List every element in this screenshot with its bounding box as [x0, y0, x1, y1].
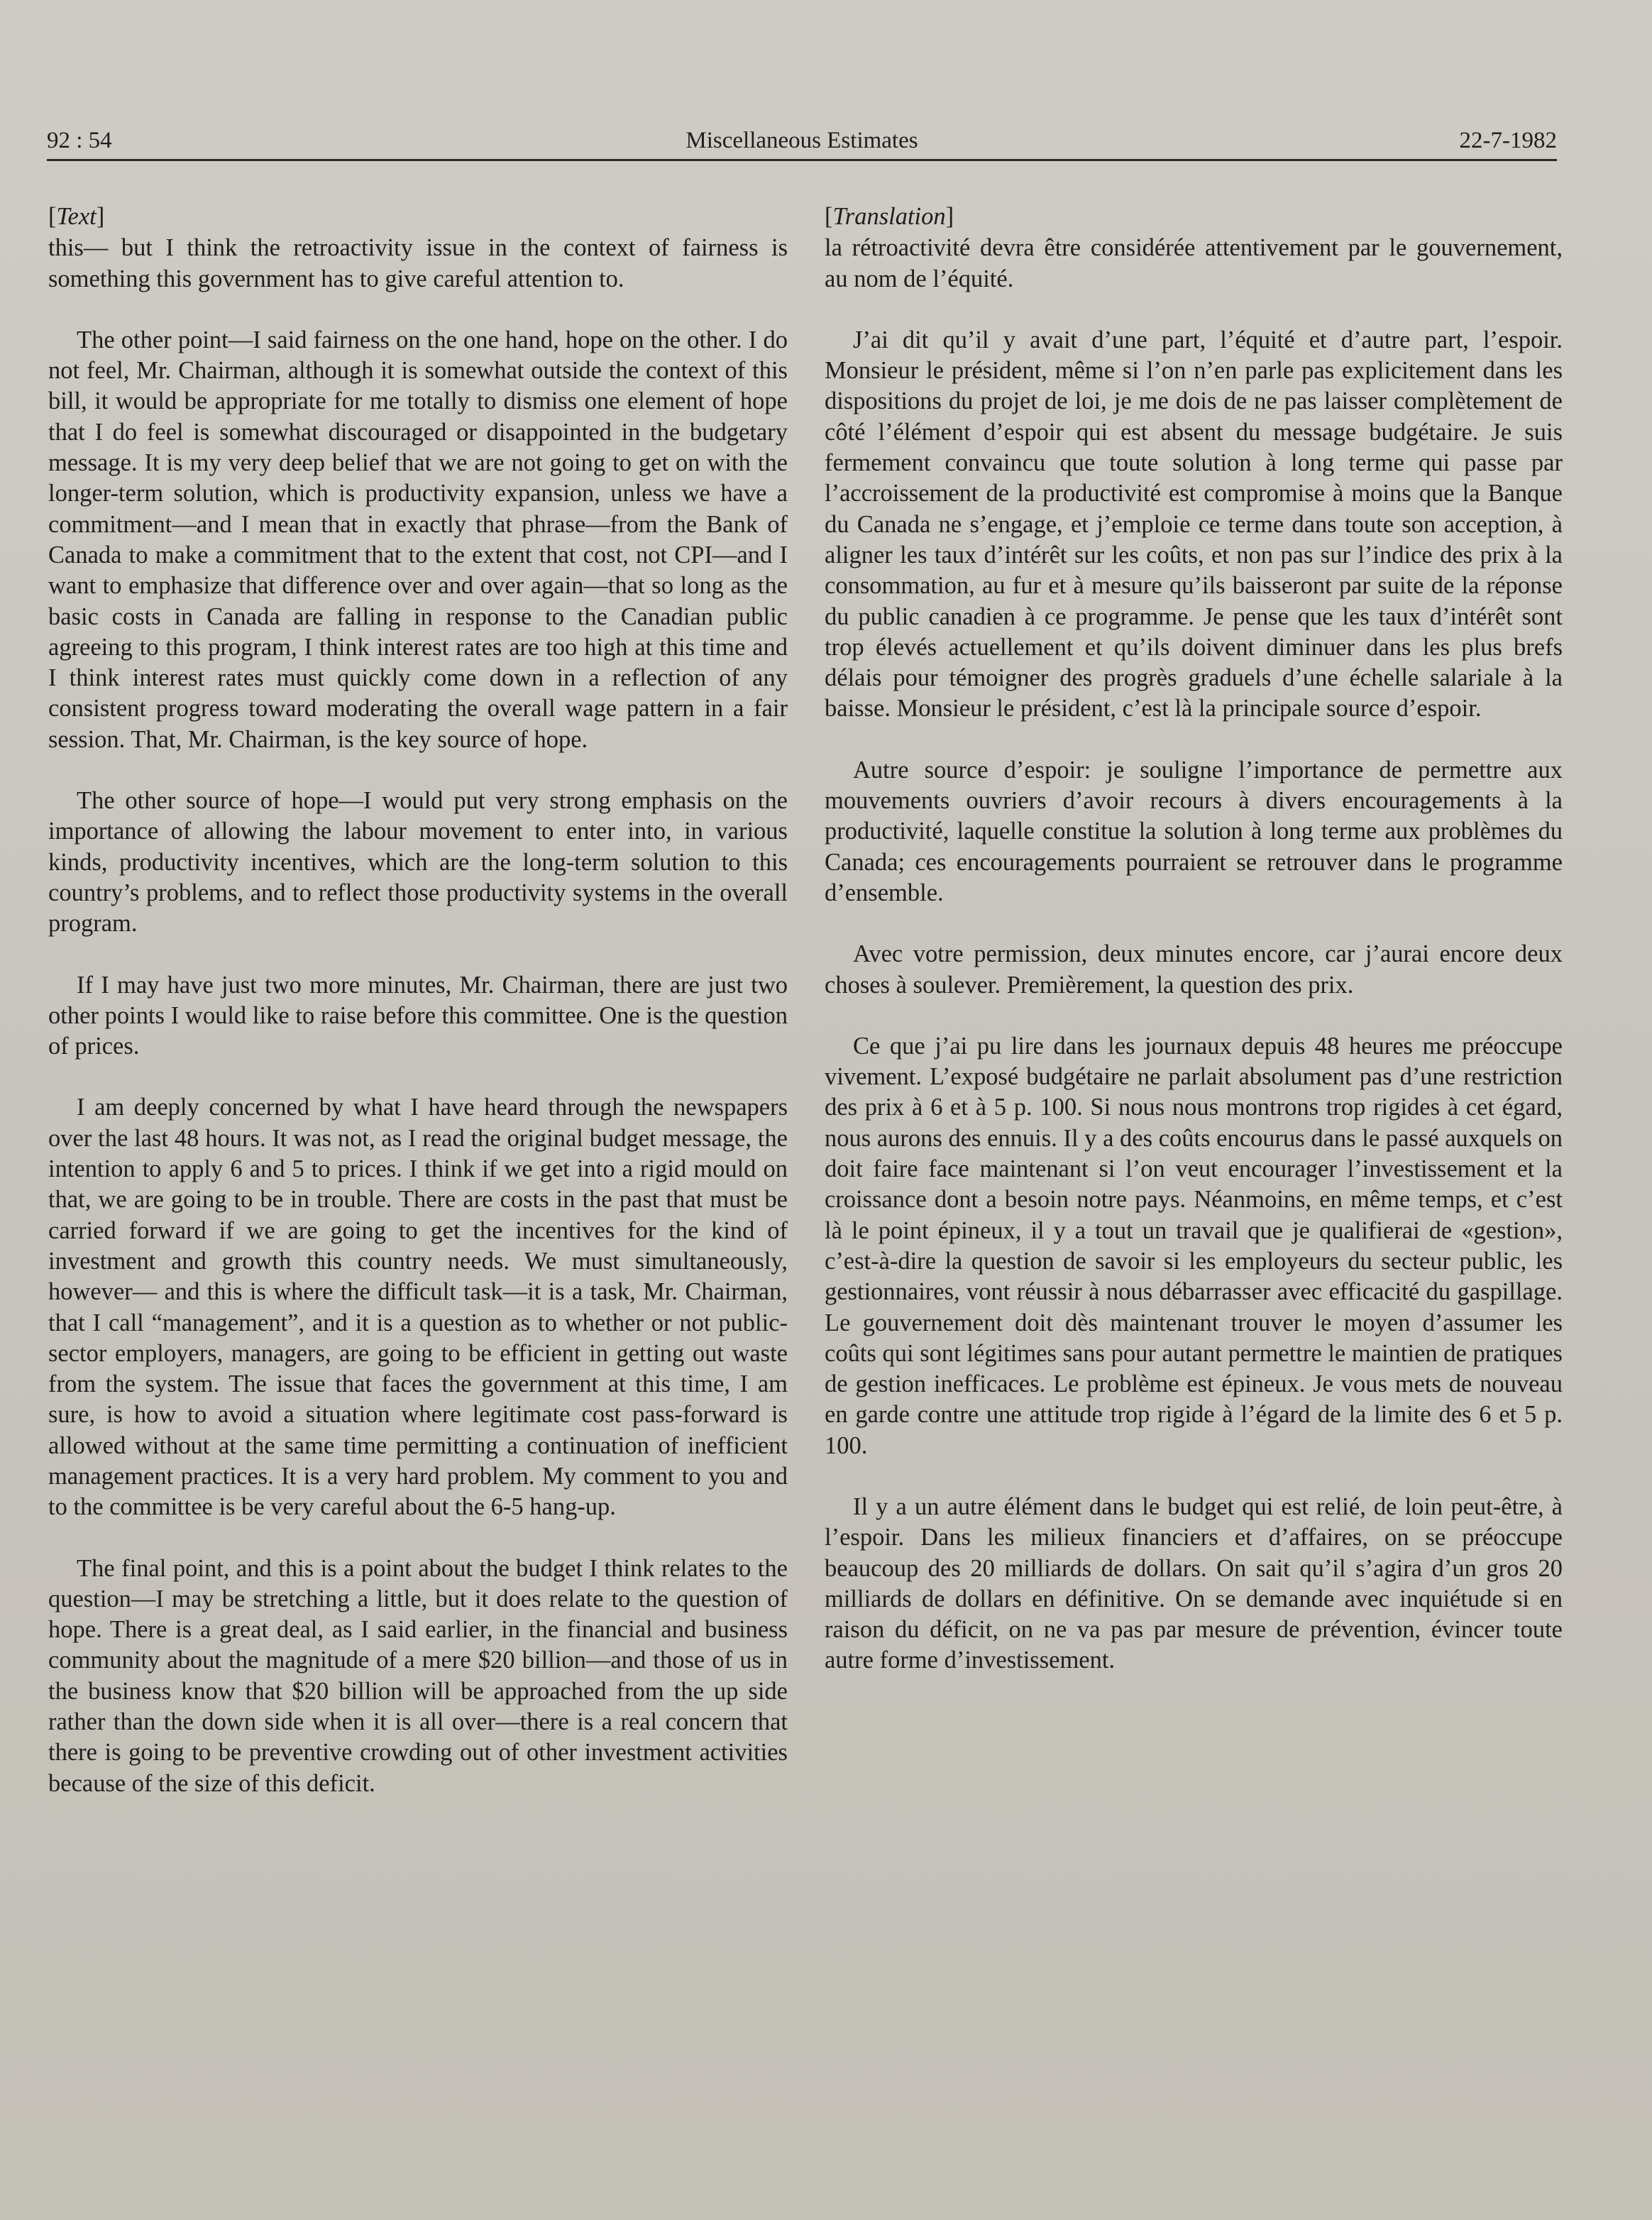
paragraph: The final point, and this is a point about the budget I think relates to the question—I may be stretching a little, but it does relate to the question of hope. There is a great deal, as I said earlier, in the financial and business community about the magnitude of a mere $20 billion—and those of us in the business know that $20 billion will be approached from the up side rather than the down side when it is all over—there is a real concern that there is going to be preventive crowding out of other investment activities because of the size of this deficit.	[48, 1554, 788, 1797]
paragraph: I am deeply concerned by what I have heard through the newspapers over the last 48 hours. It was not, as I read the original budget message, the intention to apply 6 and 5 to prices. I think if we get into a rigid mould on that, we are going to be in trouble. There are costs in the past that must be carried forward if we are going to get the incentives for the kind of investment and growth this country needs. We must simultaneously, however— and this is where the difficult task—it is a task, Mr. Chairman, that I call “management”, and it is a question as to whether or not public-sector employers, managers, are going to be efficient in getting out waste from the system. The issue that faces the government at this time, I am sure, is how to avoid a situation where legitimate cost pass-forward is allowed without at the same time permitting a continuation of inefficient management practices. It is a very hard problem. My comment to you and to the committee is be very careful about the 6-5 hang-up.	[48, 1094, 788, 1521]
paragraph: The other source of hope—I would put very strong emphasis on the importance of allowing the labour movement to enter into, in various kinds, productivity incentives, which are the long-term solution to this country’s problems, and to reflect those productivity systems in the overall program.	[48, 787, 788, 938]
header-date: 22-7-1982	[1459, 128, 1557, 153]
paragraph: Autre source d’espoir: je souligne l’importance de permettre aux mouvements ouvriers d’avoir recours à divers encouragements à la productivité, laquelle constitue la solution à long terme aux problèmes du Canada; ces encouragements pourraient se retrouver dans le programme d’ensemble.	[825, 756, 1563, 906]
running-title: Miscellaneous Estimates	[685, 128, 918, 153]
paragraph: J’ai dit qu’il y avait d’une part, l’équité et d’autre part, l’espoir. Monsieur le président, même si l’on n’en parle pas explicitement dans les dispositions du projet de loi, je me dois de ne pas laisser complètement de côté l’élément d’espoir qui est absent du message budgétaire. Je suis fermement convaincu que toute solution à long terme qui passe par l’accroissement de la productivité est compromise à moins que la Banque du Canada ne s’engage, et j’emploie ce terme dans toute son acception, à aligner les taux d’intérêt sur les coûts, et non pas sur l’indice des prix à la consommation, au fur et à mesure qu’ils baisseront par suite de la réponse du public canadien à ce programme. Je pense que les taux d’intérêt sont trop élevés actuellement et qu’ils doivent diminuer dans les plus brefs délais pour témoigner des progrès graduels d’une échelle salariale à la baisse. Monsieur le président, c’est là la principale source d’espoir.	[825, 326, 1563, 722]
text-tag: [Text]	[48, 203, 105, 230]
paragraph: The other point—I said fairness on the one hand, hope on the other. I do not feel, Mr. Chairman, although it is somewhat outside the context of this bill, it would be appropriate for me totally to dismiss one element of hope that I do feel is somewhat discouraged or disappointed in the budgetary message. It is my very deep belief that we are not going to get on with the longer-term solution, which is productivity expansion, unless we have a commitment—and I mean that in exactly that phrase—from the Bank of Canada to make a commitment that to the extent that cost, not CPI—and I want to emphasize that difference over and over again—that so long as the basic costs in Canada are falling in response to the Canadian public agreeing to this program, I think interest rates are too high at this time and I think interest rates must quickly come down in a reflection of any consistent progress toward moderating the overall wage pattern in a fair session. That, Mr. Chairman, is the key source of hope.	[48, 326, 788, 753]
page-number: 92 : 54	[47, 128, 112, 153]
paragraph: this— but I think the retroactivity issue in the context of fairness is something this government has to give careful attention to.	[48, 234, 788, 292]
french-column	[825, 202, 1563, 1707]
paragraph: Avec votre permission, deux minutes encore, car j’aurai encore deux choses à soulever. Premièrement, la question des prix.	[825, 940, 1563, 999]
paragraph: Il y a un autre élément dans le budget qui est relié, de loin peut-être, à l’espoir. Dans les milieux financiers et d’affaires, on se préoccupe beaucoup des 20 milliards de dollars. On sait qu’il s’agira d’un gros 20 milliards de dollars en définitive. On se demande avec inquiétude si en raison du déficit, on ne va pas par mesure de prévention, évincer toute autre forme d’investissement.	[825, 1493, 1563, 1674]
translation-tag: [Translation]	[825, 203, 954, 230]
english-column	[48, 202, 788, 1830]
paragraph: If I may have just two more minutes, Mr. Chairman, there are just two other points I would like to raise before this committee. One is the question of prices.	[48, 971, 788, 1060]
header-rule	[47, 159, 1557, 161]
paragraph: la rétroactivité devra être considérée attentivement par le gouvernement, au nom de l’équité.	[825, 234, 1563, 292]
page-header	[47, 122, 1557, 159]
paragraph: Ce que j’ai pu lire dans les journaux depuis 48 heures me préoccupe vivement. L’exposé budgétaire ne parlait absolument pas d’une restriction des prix à 6 et à 5 p. 100. Si nous nous montrons trop rigides à cet égard, nous aurons des ennuis. Il y a des coûts encourus dans le passé auxquels on doit faire face maintenant si l’on veut encourager l’investissement et la croissance dont a besoin notre pays. Néanmoins, en même temps, et c’est là le point épineux, il y a tout un travail que je qualifierai de «gestion», c’est-à-dire la question de savoir si les employeurs du secteur public, les gestionnaires, vont réussir à nous débarrasser avec efficacité du gaspillage. Le gouvernement doit dès maintenant trouver le moyen d’assumer les coûts qui sont légitimes sans pour autant permettre le maintien de pratiques de gestion inefficaces. Le problème est épineux. Je vous mets de nouveau en garde contre une attitude trop rigide à l’égard de la limite des 6 et 5 p. 100.	[825, 1032, 1563, 1459]
